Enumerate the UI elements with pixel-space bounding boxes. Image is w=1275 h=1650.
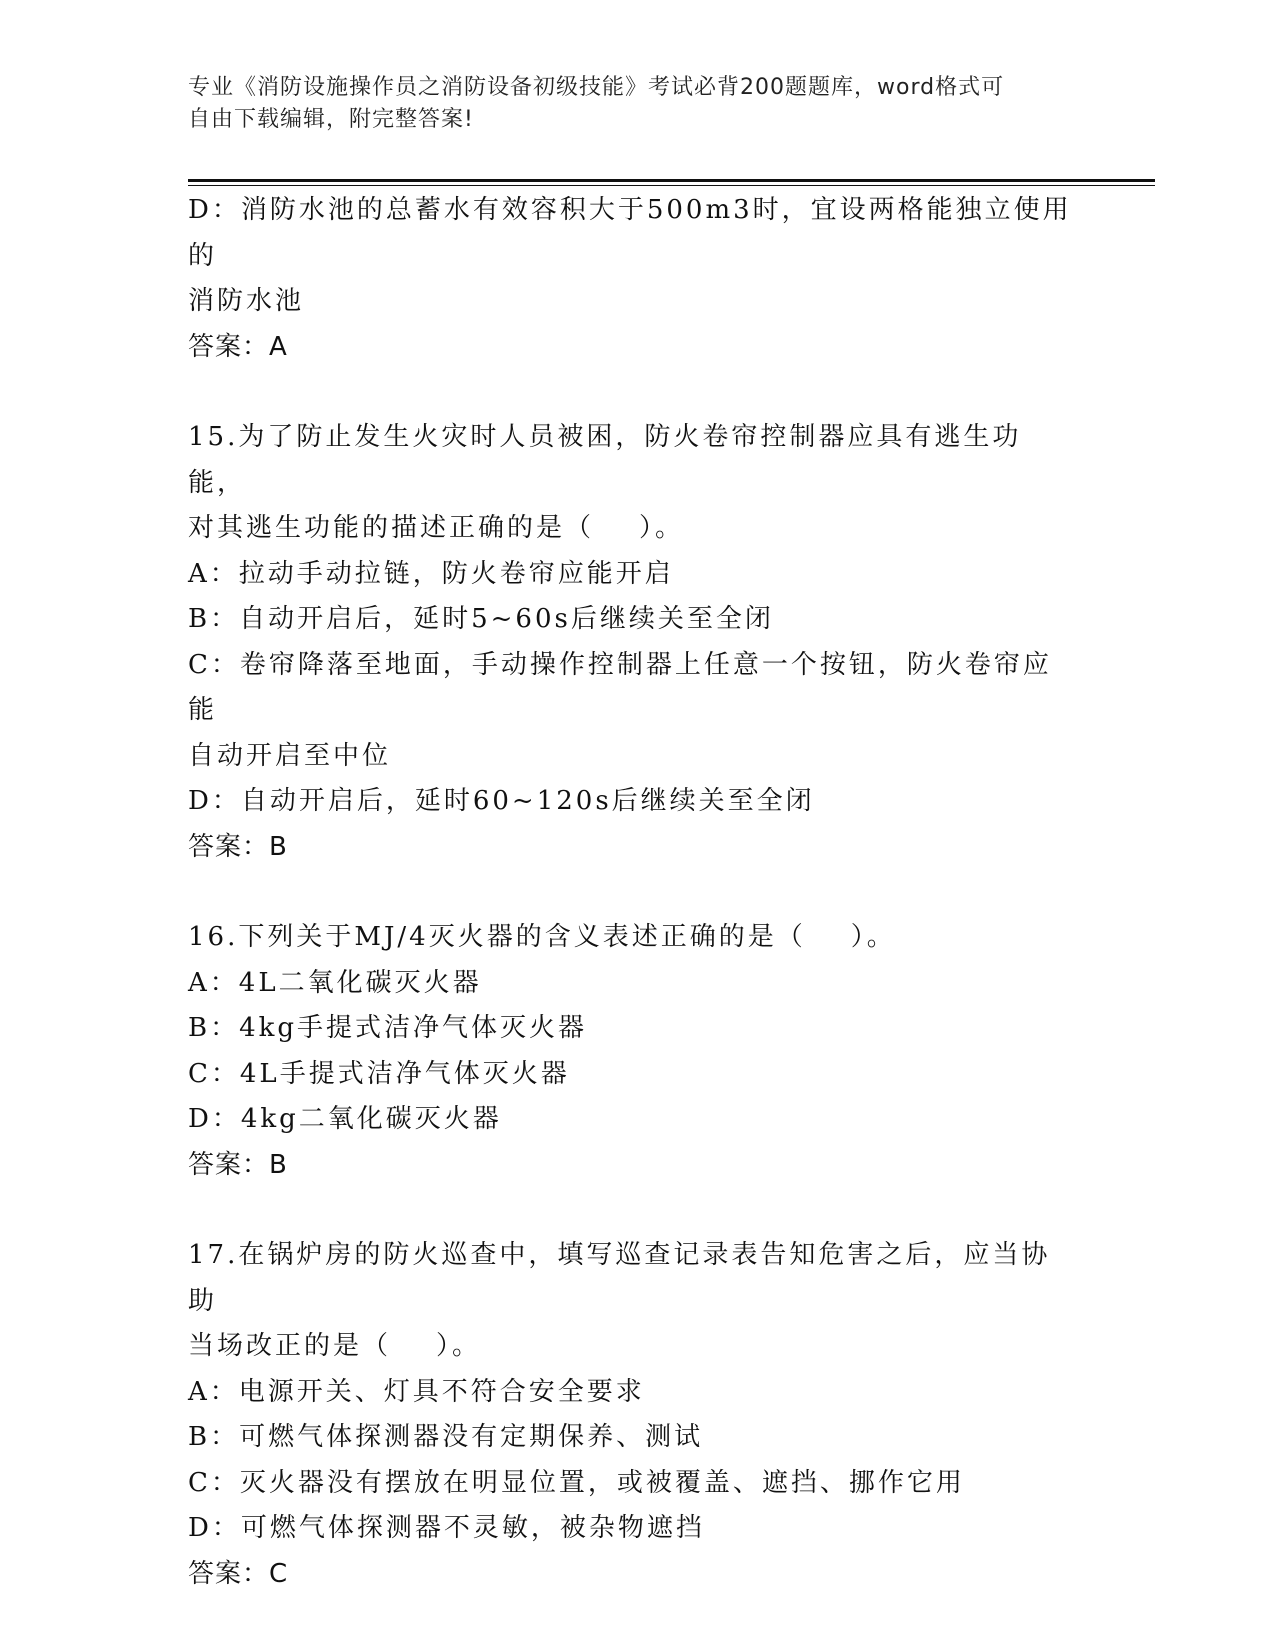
q17-option-d: D：可燃气体探测器不灵敏，被杂物遮挡 — [188, 1513, 705, 1543]
q15-stem-line1: 15.为了防止发生火灾时人员被困，防火卷帘控制器应具有逃生功能， — [188, 422, 1022, 498]
header-divider-thick — [188, 179, 1155, 182]
q14-option-d-line2: 消防水池 — [188, 286, 305, 316]
question-14-tail — [188, 188, 1078, 370]
question-17 — [188, 1233, 1078, 1597]
q17-stem-line1: 17.在锅炉房的防火巡查中，填写巡查记录表告知危害之后，应当协助 — [188, 1240, 1051, 1316]
q17-option-a: A：电源开关、灯具不符合安全要求 — [188, 1376, 645, 1407]
spacer — [188, 870, 1078, 915]
header-line-2: 自由下载编辑，附完整答案! — [188, 107, 474, 132]
spacer — [188, 370, 1078, 415]
q16-option-c: C：4L手提式洁净气体灭火器 — [188, 1058, 570, 1089]
q17-answer: 答案：C — [188, 1558, 289, 1589]
q15-answer: 答案：B — [188, 831, 288, 862]
document-body — [188, 188, 1078, 1597]
q15-option-d: D：自动开启后，延时60~120s后继续关至全闭 — [188, 786, 815, 816]
q16-option-a: A：4L二氧化碳灭火器 — [188, 967, 482, 998]
header-line-1: 专业《消防设施操作员之消防设备初级技能》考试必背200题题库，word格式可 — [188, 75, 1005, 100]
q16-answer: 答案：B — [188, 1149, 288, 1180]
q16-stem: 16.下列关于MJ/4灭火器的含义表述正确的是（ ）。 — [188, 922, 896, 952]
header-divider-thin — [188, 185, 1155, 186]
q15-option-c-line1: C：卷帘降落至地面，手动操作控制器上任意一个按钮，防火卷帘应能 — [188, 649, 1052, 725]
q15-option-a: A：拉动手动拉链，防火卷帘应能开启 — [188, 558, 674, 589]
q15-stem-line2: 对其逃生功能的描述正确的是（ ）。 — [188, 513, 685, 543]
q14-answer: 答案：A — [188, 331, 288, 362]
q15-option-c-line2: 自动开启至中位 — [188, 740, 392, 771]
q14-option-d-line1: D：消防水池的总蓄水有效容积大于500m3时，宜设两格能独立使用的 — [188, 195, 1072, 271]
spacer — [188, 1188, 1078, 1233]
q17-stem-line2: 当场改正的是（ ）。 — [188, 1331, 482, 1361]
q17-option-c: C：灭火器没有摆放在明显位置，或被覆盖、遮挡、挪作它用 — [188, 1467, 965, 1498]
q17-option-b: B：可燃气体探测器没有定期保养、测试 — [188, 1422, 704, 1452]
q16-option-d: D：4kg二氧化碳灭火器 — [188, 1104, 502, 1134]
q15-option-b: B：自动开启后，延时5~60s后继续关至全闭 — [188, 604, 774, 634]
document-header — [188, 72, 1068, 136]
question-16 — [188, 915, 1078, 1188]
question-15 — [188, 415, 1078, 870]
q16-option-b: B：4kg手提式洁净气体灭火器 — [188, 1013, 588, 1043]
